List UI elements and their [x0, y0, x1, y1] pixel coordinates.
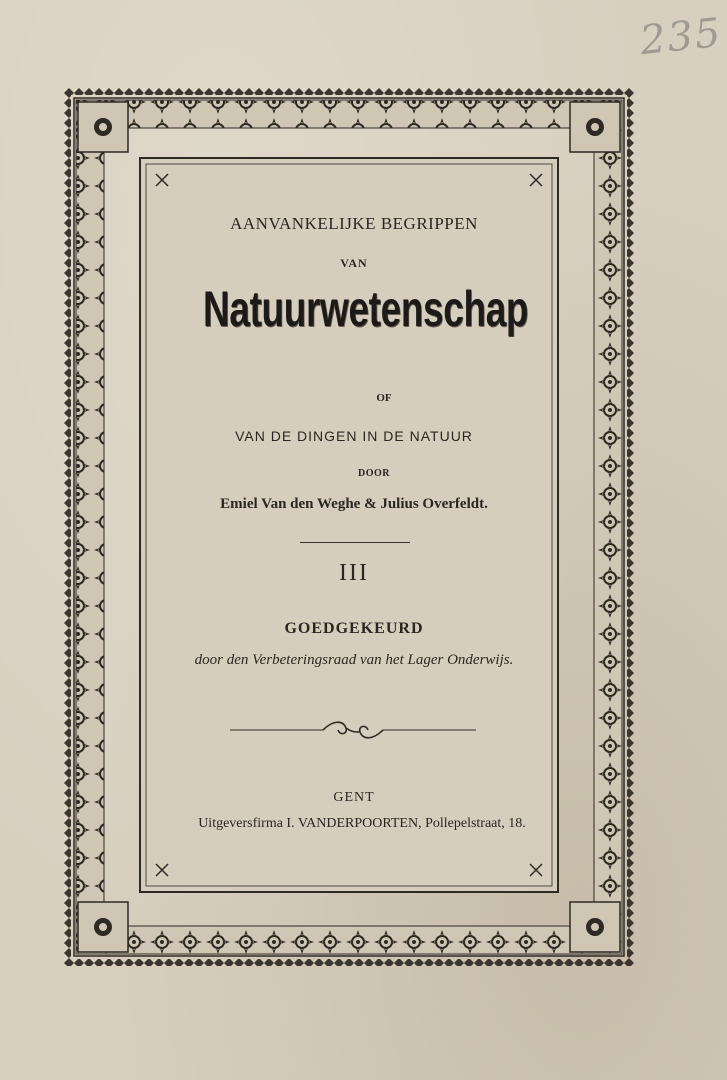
divider-rule — [300, 542, 410, 543]
approval-authority: door den Verbeteringsraad van het Lager Onderwijs. — [194, 652, 514, 668]
series-title: AANVANKELIJKE BEGRIPPEN — [230, 214, 478, 233]
volume-number: III — [339, 560, 369, 586]
scroll-flourish-icon — [228, 718, 478, 742]
publisher-address: Uitgeversfirma I. VANDERPOORTEN, Pollepelstraat, 18. — [198, 816, 526, 831]
approval-heading: GOEDGEKEURD — [284, 620, 424, 637]
main-title: Natuurwetenschap — [203, 281, 529, 337]
connector-van: VAN — [340, 256, 368, 270]
connector-door: DOOR — [358, 468, 390, 479]
publisher-city: GENT — [333, 790, 375, 805]
title-page-content — [150, 170, 558, 882]
authors: Emiel Van den Weghe & Julius Overfeldt. — [220, 496, 488, 512]
subtitle: VAN DE DINGEN IN DE NATUUR — [235, 428, 473, 444]
handwritten-number: 235 — [637, 9, 725, 65]
connector-of: OF — [376, 392, 392, 404]
